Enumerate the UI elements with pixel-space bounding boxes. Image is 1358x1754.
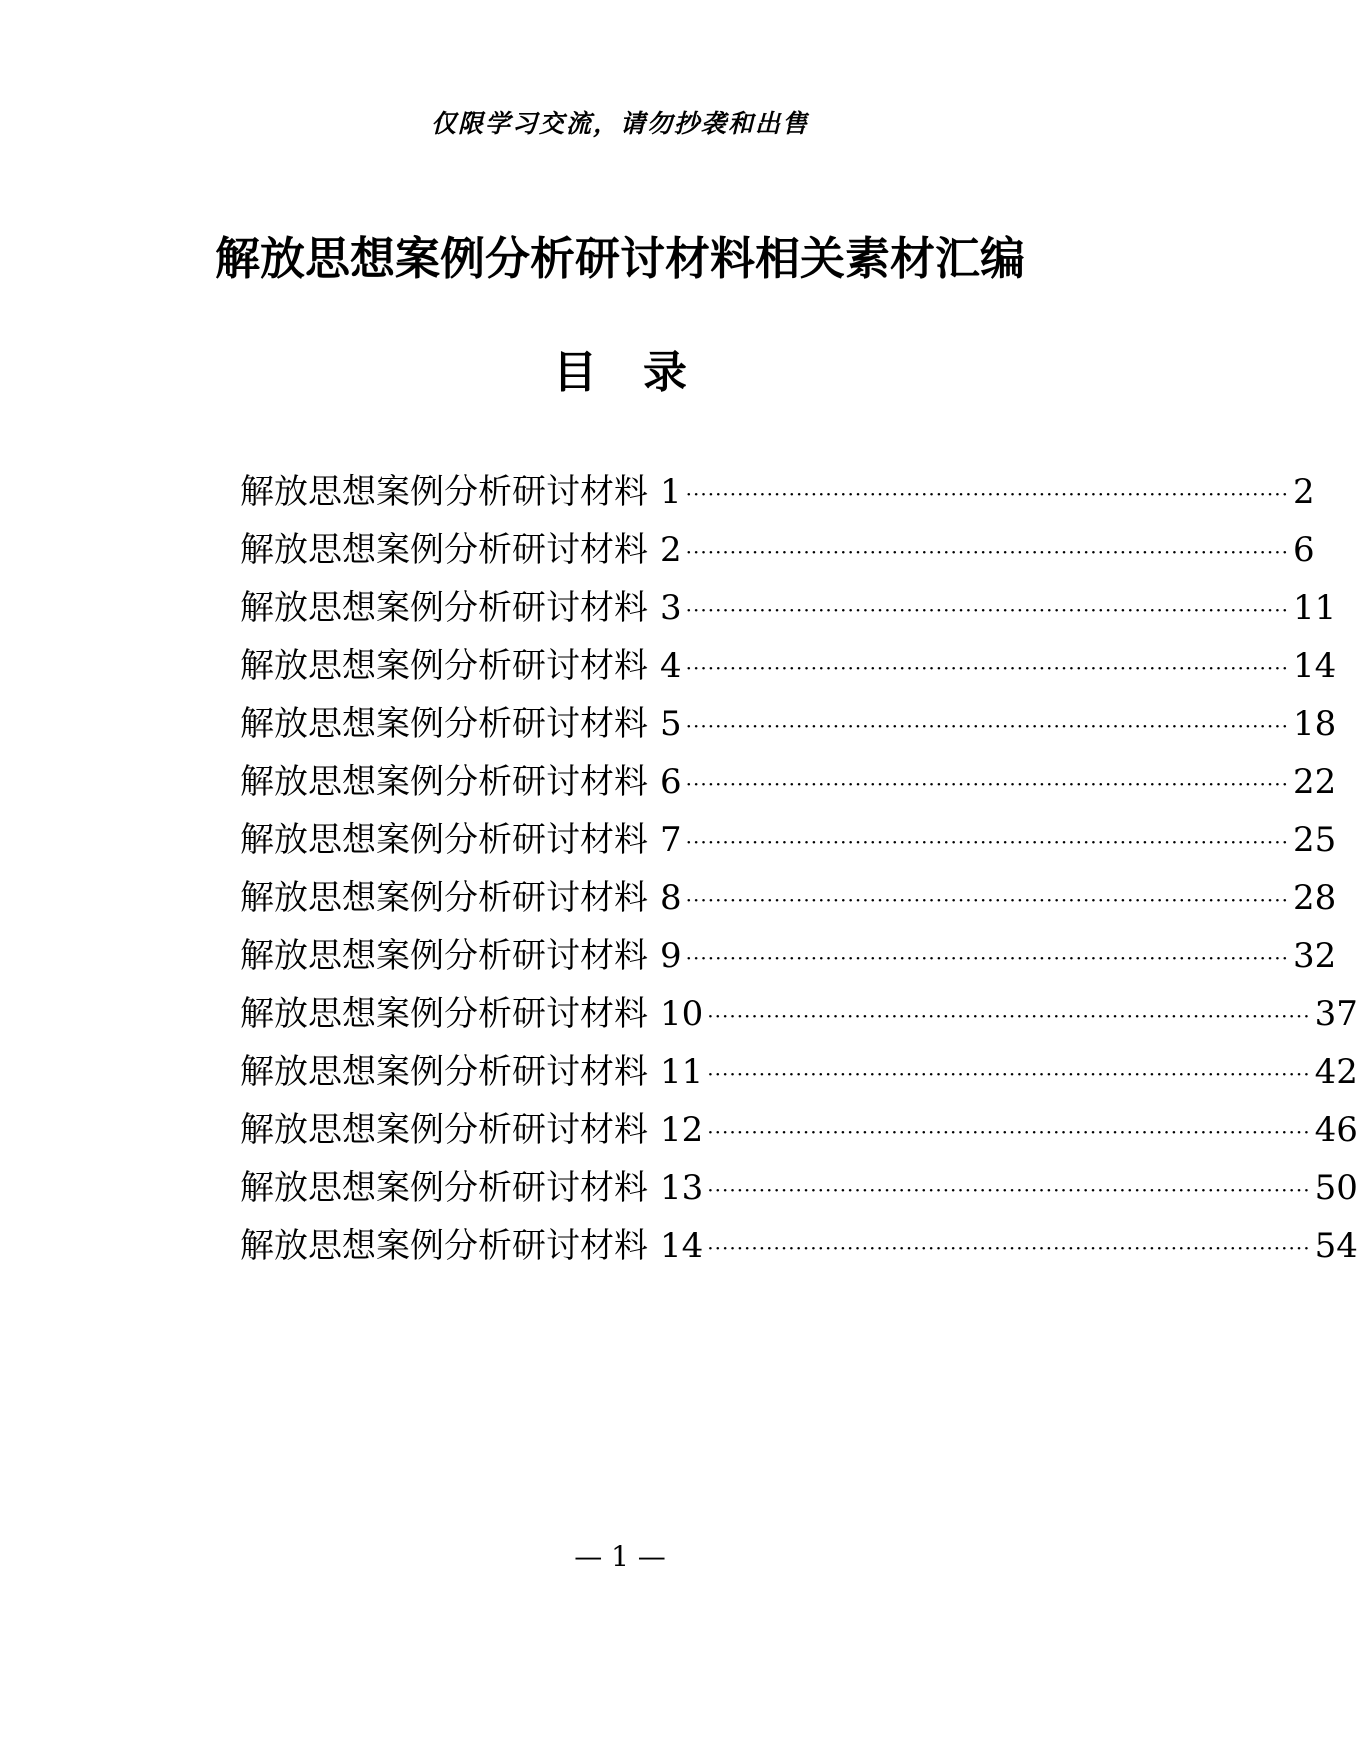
- toc-item-page: 11: [1292, 588, 1337, 628]
- toc-item-label: 解放思想案例分析研讨材料: [240, 704, 648, 744]
- toc-item-label: 解放思想案例分析研讨材料: [240, 472, 648, 512]
- toc-dot-leader: ··················································································: [685, 714, 1289, 738]
- toc-item-label: 解放思想案例分析研讨材料: [240, 1052, 648, 1092]
- toc-item-label: 解放思想案例分析研讨材料: [240, 878, 648, 918]
- toc-heading-char-1: 目: [553, 347, 597, 398]
- toc-dot-leader: ··················································································: [685, 888, 1289, 912]
- toc-item[interactable]: [240, 695, 1337, 753]
- toc-item-number: 5: [660, 704, 682, 744]
- toc-heading-char-2: 录: [643, 347, 687, 398]
- toc-item-number: 6: [660, 762, 682, 802]
- toc-item[interactable]: [240, 869, 1337, 927]
- toc-item[interactable]: [240, 1159, 1358, 1217]
- toc-item[interactable]: [240, 753, 1337, 811]
- toc-item-page: 32: [1292, 936, 1337, 976]
- toc-dot-leader: ··················································································: [685, 598, 1289, 622]
- toc-item[interactable]: [240, 637, 1337, 695]
- toc-item-page: 14: [1292, 646, 1337, 686]
- toc-item-number: 11: [660, 1052, 704, 1092]
- toc-item-label: 解放思想案例分析研讨材料: [240, 1226, 648, 1266]
- toc-dot-leader: ··················································································: [707, 1178, 1311, 1202]
- toc-item[interactable]: [240, 811, 1337, 869]
- toc-item-page: 54: [1314, 1226, 1358, 1266]
- toc-item-number: 8: [660, 878, 682, 918]
- toc-item[interactable]: [240, 1101, 1358, 1159]
- toc-item-label: 解放思想案例分析研讨材料: [240, 588, 648, 628]
- toc-item-number: 7: [660, 820, 682, 860]
- toc-item-number: 9: [660, 936, 682, 976]
- toc-item[interactable]: [240, 521, 1315, 579]
- toc-item[interactable]: [240, 985, 1358, 1043]
- toc-dot-leader: ··················································································: [685, 540, 1289, 564]
- toc-item-number: 4: [660, 646, 682, 686]
- header-note: 仅限学习交流，请勿抄袭和出售: [430, 109, 809, 138]
- page-number: — 1 —: [574, 1540, 666, 1573]
- toc-item-label: 解放思想案例分析研讨材料: [240, 1168, 648, 1208]
- toc-item-page: 2: [1292, 472, 1315, 512]
- toc-item-page: 22: [1292, 762, 1337, 802]
- toc-item-page: 50: [1314, 1168, 1358, 1208]
- toc-dot-leader: ··················································································: [685, 482, 1289, 506]
- toc-item-label: 解放思想案例分析研讨材料: [240, 1110, 648, 1150]
- toc-item-label: 解放思想案例分析研讨材料: [240, 530, 648, 570]
- toc-item-page: 18: [1292, 704, 1337, 744]
- toc-item-page: 6: [1292, 530, 1315, 570]
- toc-item-label: 解放思想案例分析研讨材料: [240, 820, 648, 860]
- toc-item[interactable]: [240, 579, 1337, 637]
- toc-item-label: 解放思想案例分析研讨材料: [240, 646, 648, 686]
- toc-item-number: 2: [660, 530, 682, 570]
- toc-dot-leader: ··················································································: [707, 1236, 1311, 1260]
- document-title: 解放思想案例分析研讨材料相关素材汇编: [214, 232, 1025, 285]
- toc-item[interactable]: [240, 1217, 1358, 1275]
- toc-item-page: 25: [1292, 820, 1337, 860]
- toc-item-label: 解放思想案例分析研讨材料: [240, 762, 648, 802]
- toc-item-label: 解放思想案例分析研讨材料: [240, 994, 648, 1034]
- toc-item-page: 28: [1292, 878, 1337, 918]
- toc-item-page: 42: [1314, 1052, 1358, 1092]
- toc-dot-leader: ··················································································: [707, 1004, 1311, 1028]
- toc-item-number: 1: [660, 472, 682, 512]
- toc-item-number: 10: [660, 994, 704, 1034]
- toc-dot-leader: ··················································································: [685, 830, 1289, 854]
- toc-dot-leader: ··················································································: [685, 946, 1289, 970]
- toc-item-number: 14: [660, 1226, 704, 1266]
- toc-item-page: 46: [1314, 1110, 1358, 1150]
- toc-item-number: 13: [660, 1168, 704, 1208]
- toc-item[interactable]: [240, 927, 1337, 985]
- toc-heading: [0, 336, 1240, 400]
- toc-dot-leader: ··················································································: [685, 656, 1289, 680]
- toc-item-label: 解放思想案例分析研讨材料: [240, 936, 648, 976]
- toc-item-number: 3: [660, 588, 682, 628]
- toc-item-number: 12: [660, 1110, 704, 1150]
- toc-dot-leader: ··················································································: [685, 772, 1289, 796]
- toc-dot-leader: ··················································································: [707, 1120, 1311, 1144]
- table-of-contents: [240, 463, 1358, 1275]
- toc-dot-leader: ··················································································: [707, 1062, 1311, 1086]
- toc-item[interactable]: [240, 1043, 1358, 1101]
- toc-item[interactable]: [240, 463, 1315, 521]
- toc-item-page: 37: [1314, 994, 1358, 1034]
